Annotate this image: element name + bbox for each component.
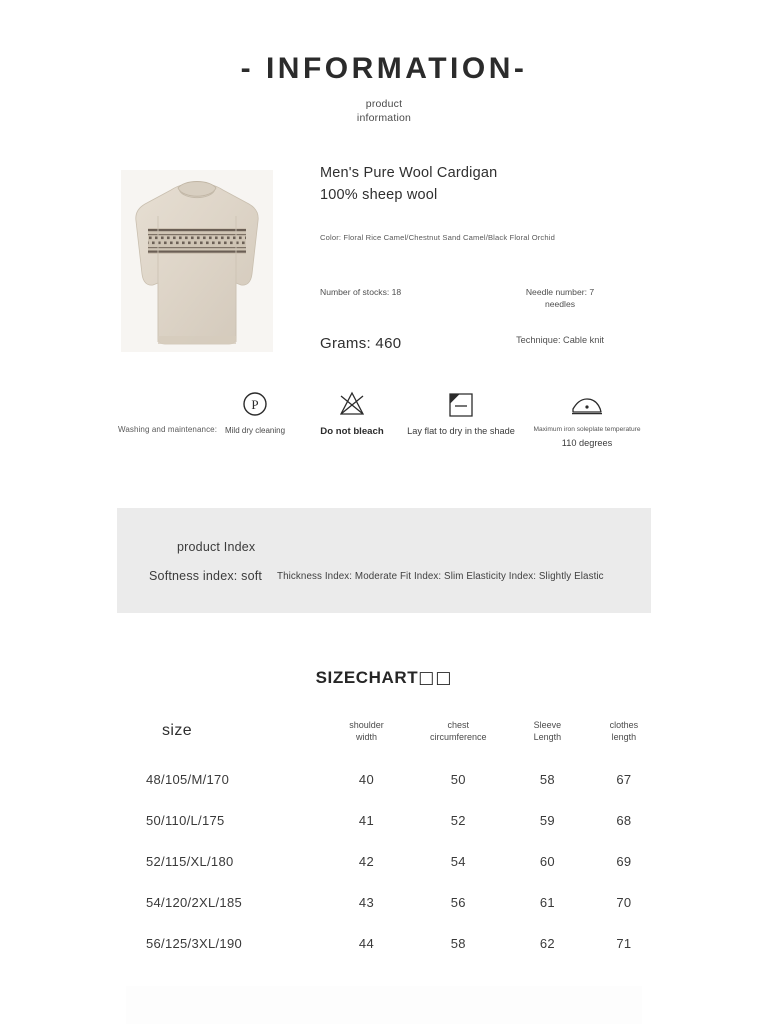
page-title: - INFORMATION-	[240, 52, 528, 85]
cell-chest: 50	[450, 772, 466, 788]
care-text-dry-clean: Mild dry cleaning	[224, 426, 286, 435]
size-chart-title-missing-glyphs: □□	[418, 668, 453, 688]
spec-needle-value: Needle number: 7	[525, 287, 595, 297]
page-header	[0, 52, 768, 125]
spec-stocks	[320, 286, 460, 298]
cell-shoulder: 40	[358, 772, 374, 788]
cell-shoulder: 44	[358, 936, 374, 952]
product-index-title: product Index	[177, 540, 256, 554]
table-row	[140, 841, 660, 882]
header-sleeve-line2: Length	[533, 732, 562, 743]
care-section-label: Washing and maintenance:	[118, 425, 218, 434]
product-specs	[320, 286, 720, 352]
cell-length: 70	[616, 895, 632, 911]
header-size: size	[162, 722, 193, 740]
cell-length: 71	[616, 936, 632, 952]
care-instructions-section	[0, 388, 768, 468]
iron-low-temp-icon	[522, 388, 652, 422]
header-clothes-line1: clothes	[609, 720, 639, 730]
spec-grams	[320, 335, 460, 352]
subtitle-line-2: information	[356, 112, 412, 125]
table-body	[140, 759, 660, 964]
cell-sleeve: 58	[539, 772, 555, 788]
spec-grams-value: Grams: 460	[320, 334, 402, 352]
spec-technique	[460, 335, 660, 345]
header-shoulder-line1: shoulder	[349, 720, 384, 730]
cell-size: 50/110/L/175	[146, 813, 225, 829]
product-section	[0, 162, 768, 362]
product-info	[320, 162, 720, 242]
spec-row-2	[320, 335, 720, 352]
cell-chest: 52	[450, 813, 466, 829]
header-chest-circumference	[410, 718, 507, 759]
header-shoulder-width	[323, 718, 409, 759]
cell-length: 67	[616, 772, 632, 788]
header-clothes-length	[588, 718, 660, 759]
cell-chest: 56	[450, 895, 466, 911]
other-indexes: Thickness Index: Moderate Fit Index: Slim Elasticity Index: Slightly Elastic	[277, 571, 604, 582]
table-row	[140, 882, 660, 923]
care-text-no-bleach: Do not bleach	[320, 426, 384, 437]
header-chest-line2: circumference	[429, 732, 487, 743]
header-sleeve-line1: Sleeve	[533, 720, 562, 730]
care-text-iron-temp: 110 degrees	[561, 438, 613, 449]
cell-sleeve: 61	[539, 895, 555, 911]
svg-text:P: P	[251, 397, 259, 412]
header-sleeve-length	[507, 718, 588, 759]
cell-size: 54/120/2XL/185	[146, 895, 243, 911]
table-row	[140, 800, 660, 841]
spec-row-1	[320, 286, 720, 311]
cell-chest: 54	[450, 854, 466, 870]
dry-flat-shade-icon	[396, 388, 526, 422]
header-clothes-line2: length	[611, 732, 637, 743]
spec-needle-unit: needles	[544, 299, 576, 310]
product-name: Men's Pure Wool Cardigan	[320, 165, 498, 181]
cell-shoulder: 41	[358, 813, 374, 829]
spec-needle	[460, 286, 660, 311]
table-header-row	[140, 718, 660, 759]
care-text-iron-low: Maximum iron soleplate temperature	[533, 426, 641, 433]
cell-size: 48/105/M/170	[146, 772, 230, 788]
table-row	[140, 923, 660, 964]
cell-sleeve: 60	[539, 854, 555, 870]
spec-technique-value: Technique: Cable knit	[516, 334, 604, 345]
header-chest-line1: chest	[447, 720, 469, 730]
cell-sleeve: 59	[539, 813, 555, 829]
product-material: 100% sheep wool	[320, 187, 438, 204]
cell-length: 68	[616, 813, 632, 829]
product-index-panel	[117, 508, 651, 613]
table-row	[140, 759, 660, 800]
subtitle-line-1: product	[365, 98, 403, 110]
care-text-dry-flat-shade: Lay flat to dry in the shade	[407, 426, 515, 436]
cell-shoulder: 43	[358, 895, 374, 911]
size-chart-table	[140, 718, 660, 964]
product-image	[121, 170, 273, 352]
product-color-options: Color: Floral Rice Camel/Chestnut Sand Camel/Black Floral Orchid	[320, 232, 555, 242]
size-chart-title	[0, 668, 768, 688]
cell-size: 52/115/XL/180	[146, 854, 234, 870]
cell-sleeve: 62	[539, 936, 555, 952]
cell-shoulder: 42	[358, 854, 374, 870]
bottom-panel	[126, 986, 642, 1024]
softness-index: Softness index: soft	[149, 569, 263, 583]
header-shoulder-line2: width	[355, 732, 377, 743]
cell-chest: 58	[450, 936, 466, 952]
cell-size: 56/125/3XL/190	[146, 936, 243, 952]
care-item-dry-flat-shade	[396, 388, 526, 438]
size-chart-title-text: SIZECHART	[315, 668, 419, 687]
cell-length: 69	[616, 854, 632, 870]
care-item-iron-low	[522, 388, 652, 450]
page-subtitle	[0, 97, 768, 125]
spec-stocks-value: Number of stocks: 18	[320, 287, 402, 297]
